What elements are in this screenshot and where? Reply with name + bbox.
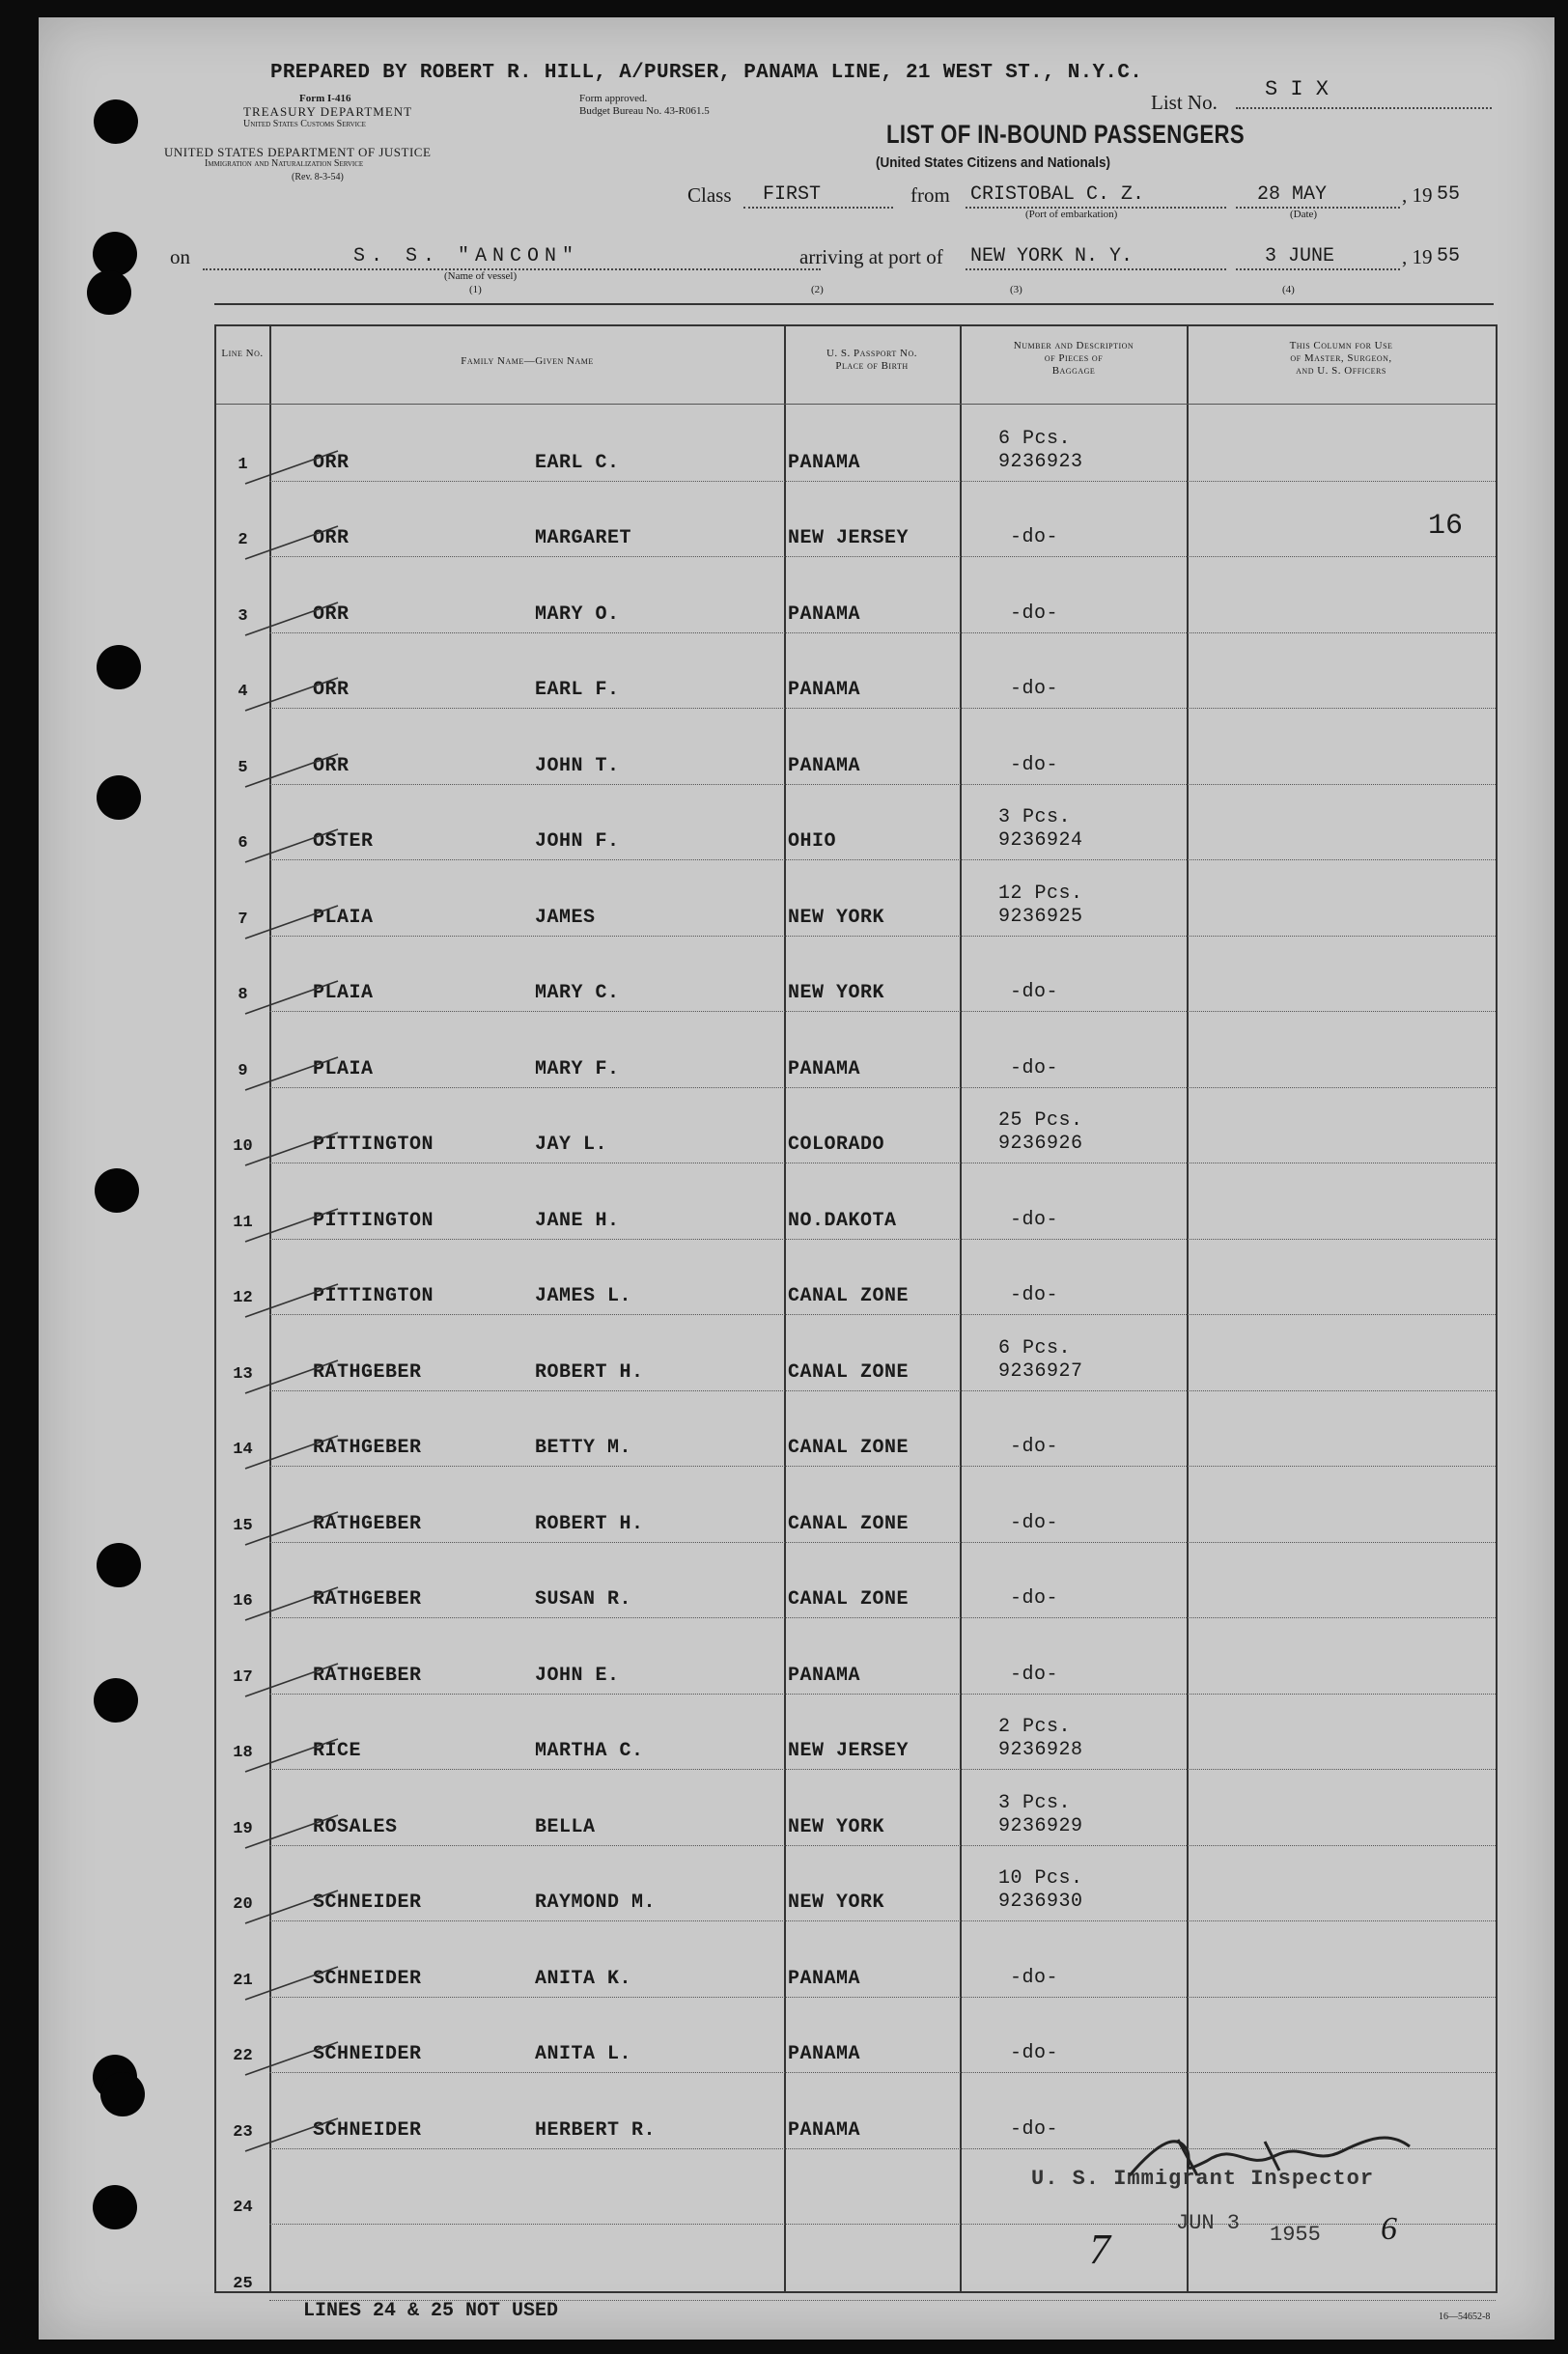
- class-label: Class: [687, 183, 732, 207]
- row-baggage-tag: -do-: [1010, 1436, 1059, 1458]
- binder-hole: [97, 1543, 141, 1587]
- row-family-name: RICE: [313, 1740, 362, 1762]
- table-row: [216, 1467, 1496, 1543]
- form-revision: (Rev. 8-3-54): [292, 172, 344, 182]
- arriving-label: arriving at port of: [799, 245, 943, 268]
- check-mark-icon: [243, 826, 340, 864]
- row-family-name: RATHGEBER: [313, 1437, 422, 1459]
- row-place-of-birth: PANAMA: [788, 2043, 861, 2065]
- inspector-signature: [1120, 2122, 1429, 2190]
- col-header-officers: [1189, 340, 1494, 378]
- binder-hole: [94, 99, 138, 144]
- row-given-name: MARY F.: [535, 1057, 620, 1080]
- row-line-no: 5: [238, 758, 248, 777]
- class-underline: [743, 207, 893, 209]
- row-family-name: OSTER: [313, 830, 374, 853]
- from-label: from: [910, 183, 950, 207]
- row-family-name: SCHNEIDER: [313, 2118, 422, 2142]
- row-line-no: 15: [233, 1516, 253, 1535]
- vessel-caption-num: (1): [469, 284, 482, 295]
- col-header-passport-line2: Place of Birth: [835, 360, 909, 372]
- row-baggage: [1010, 1284, 1058, 1307]
- date-caption: (Date): [1290, 209, 1318, 220]
- binder-hole: [93, 2185, 137, 2229]
- table-row: [216, 1921, 1496, 1998]
- row-given-name: JAMES: [535, 906, 596, 929]
- table-row: [216, 1846, 1496, 1922]
- row-baggage: [1010, 603, 1058, 626]
- row-family-name: PLAIA: [313, 1057, 374, 1080]
- row-given-name: JOHN E.: [535, 1664, 620, 1687]
- row-line-no: 21: [233, 1971, 253, 1990]
- row-given-name: MARTHA C.: [535, 1740, 644, 1762]
- row-baggage: [1010, 1587, 1058, 1611]
- row-family-name: SCHNEIDER: [313, 1967, 422, 1990]
- row-baggage-tag: -do-: [1010, 602, 1059, 625]
- row-family-name: SCHNEIDER: [313, 1892, 422, 1914]
- row-baggage: [1010, 1967, 1058, 1990]
- row-baggage-tag: -do-: [1010, 1663, 1059, 1686]
- row-baggage-tag: 9236929: [998, 1814, 1083, 1837]
- table-row: [216, 860, 1496, 937]
- binder-hole: [100, 2072, 145, 2116]
- row-place-of-birth: PANAMA: [788, 1967, 861, 1990]
- header-bottom-rule: [214, 303, 1494, 305]
- row-line-no: 9: [238, 1061, 248, 1080]
- row-baggage-tag: -do-: [1010, 981, 1059, 1003]
- row-place-of-birth: NEW JERSEY: [788, 527, 910, 549]
- arrival-port-underline: [966, 268, 1226, 270]
- row-line-no: 13: [233, 1364, 253, 1384]
- row-given-name: JAY L.: [535, 1134, 608, 1156]
- row-baggage: [998, 1337, 1083, 1384]
- row-family-name: ORR: [313, 527, 350, 549]
- check-mark-icon: [243, 1887, 340, 1925]
- row-baggage-tag: 9236927: [998, 1359, 1083, 1383]
- table-row: [216, 1012, 1496, 1088]
- document-subtitle: (United States Citizens and Nationals): [876, 154, 1111, 171]
- manifest-page: [39, 17, 1554, 2340]
- from-value: CRISTOBAL C. Z.: [970, 183, 1145, 206]
- row-given-name: RAYMOND M.: [535, 1892, 657, 1914]
- arriving-caption-num: (2): [811, 284, 824, 295]
- row-baggage: [998, 428, 1083, 474]
- row-baggage-tag: -do-: [1010, 526, 1059, 548]
- row-place-of-birth: PANAMA: [788, 1664, 861, 1687]
- check-mark-icon: [243, 1735, 340, 1774]
- binder-hole: [94, 1678, 138, 1723]
- check-mark-icon: [243, 599, 340, 637]
- check-mark-icon: [243, 2115, 340, 2153]
- row-line-no: 12: [233, 1289, 253, 1307]
- row-place-of-birth: PANAMA: [788, 2118, 861, 2142]
- date-underline: [1236, 207, 1400, 209]
- passenger-table: [214, 324, 1498, 2293]
- row-place-of-birth: PANAMA: [788, 679, 861, 701]
- row-family-name: SCHNEIDER: [313, 2043, 422, 2065]
- row-place-of-birth: CANAL ZONE: [788, 1588, 910, 1611]
- row-place-of-birth: OHIO: [788, 830, 837, 853]
- check-mark-icon: [243, 1129, 340, 1167]
- row-family-name: PITTINGTON: [313, 1209, 434, 1232]
- col-header-name: Family Name—Given Name: [461, 355, 594, 367]
- table-row: [216, 1695, 1496, 1771]
- row-baggage-tag: 9236926: [998, 1133, 1083, 1155]
- table-row: [216, 1088, 1496, 1164]
- row-place-of-birth: COLORADO: [788, 1134, 885, 1156]
- row-place-of-birth: NEW YORK: [788, 982, 885, 1004]
- document-title: LIST OF IN-BOUND PASSENGERS: [886, 120, 1246, 149]
- row-family-name: PITTINGTON: [313, 1134, 434, 1156]
- row-baggage: [1010, 754, 1058, 777]
- row-place-of-birth: CANAL ZONE: [788, 1437, 910, 1459]
- row-given-name: EARL C.: [535, 451, 620, 474]
- col-header-baggage: [962, 340, 1186, 378]
- table-row: [216, 1391, 1496, 1468]
- table-row: [216, 1770, 1496, 1846]
- check-mark-icon: [243, 1205, 340, 1244]
- check-mark-icon: [243, 522, 340, 561]
- table-row: [216, 557, 1496, 633]
- row-family-name: RATHGEBER: [313, 1512, 422, 1535]
- table-row: [216, 1998, 1496, 2074]
- table-row: [216, 482, 1496, 558]
- row-baggage: [998, 1109, 1083, 1156]
- row-line-no: 3: [238, 606, 248, 626]
- row-line-no: 23: [233, 2122, 253, 2142]
- row-place-of-birth: PANAMA: [788, 603, 861, 626]
- col-header-passport: [786, 348, 958, 373]
- binder-hole: [97, 775, 141, 820]
- vessel-caption: (Name of vessel): [444, 270, 518, 282]
- row-line-no: 1: [238, 455, 248, 474]
- row-baggage-tag: -do-: [1010, 2042, 1059, 2064]
- row-line-no: 17: [233, 1667, 253, 1687]
- dept-justice: UNITED STATES DEPARTMENT OF JUSTICE: [164, 145, 432, 159]
- row-line-no: 22: [233, 2047, 253, 2065]
- check-mark-icon: [243, 750, 340, 789]
- stamp-date: JUN 3: [1176, 2211, 1241, 2235]
- row-line-no: 14: [233, 1441, 253, 1459]
- stamp-mark: 7: [1089, 2226, 1110, 2273]
- col-header-officers-line3: and U. S. Officers: [1296, 365, 1386, 377]
- check-mark-icon: [243, 674, 340, 713]
- row-baggage-pieces: 2 Pcs.: [998, 1716, 1072, 1738]
- row-baggage-tag: -do-: [1010, 1587, 1059, 1610]
- arrival-port: NEW YORK N. Y.: [970, 245, 1134, 267]
- row-baggage-pieces: 12 Pcs.: [998, 882, 1083, 905]
- table-row: [216, 1543, 1496, 1619]
- row-family-name: PITTINGTON: [313, 1285, 434, 1307]
- col-header-baggage-line2: of Pieces of: [1044, 352, 1104, 364]
- row-baggage: [1010, 678, 1058, 701]
- list-no-underline: [1236, 107, 1492, 109]
- row-baggage-tag: -do-: [1010, 1056, 1059, 1079]
- row-baggage: [998, 1792, 1083, 1838]
- row-baggage: [1010, 2042, 1058, 2065]
- row-place-of-birth: CANAL ZONE: [788, 1512, 910, 1535]
- row-place-of-birth: CANAL ZONE: [788, 1360, 910, 1384]
- header-rule: [216, 404, 1496, 405]
- row-baggage-tag: -do-: [1010, 2117, 1059, 2141]
- on-label: on: [170, 245, 190, 268]
- row-baggage: [1010, 1664, 1058, 1687]
- row-baggage: [1010, 1209, 1058, 1232]
- table-row: [216, 1315, 1496, 1391]
- row-line-no: 10: [233, 1137, 253, 1156]
- row-family-name: ORR: [313, 603, 350, 626]
- row-baggage: [1010, 1436, 1058, 1459]
- table-row: [216, 1618, 1496, 1695]
- row-place-of-birth: PANAMA: [788, 1057, 861, 1080]
- row-place-of-birth: PANAMA: [788, 754, 861, 777]
- form-number: Form I-416: [299, 93, 351, 104]
- check-mark-icon: [243, 2038, 340, 2077]
- year-prefix: , 19: [1402, 183, 1433, 207]
- row-family-name: ORR: [313, 451, 350, 474]
- row-family-name: RATHGEBER: [313, 1664, 422, 1687]
- row-place-of-birth: NEW JERSEY: [788, 1740, 910, 1762]
- arrival-year-prefix: , 19: [1402, 245, 1433, 268]
- list-no-value: S I X: [1265, 77, 1330, 101]
- row-line-no: 4: [238, 683, 248, 701]
- row-line-no: 25: [233, 2274, 253, 2293]
- check-mark-icon: [243, 447, 340, 486]
- table-row: [216, 406, 1496, 482]
- row-given-name: EARL F.: [535, 679, 620, 701]
- row-given-name: ROBERT H.: [535, 1512, 644, 1535]
- row-baggage-tag: -do-: [1010, 678, 1059, 700]
- row-given-name: BELLA: [535, 1815, 596, 1838]
- row-baggage-pieces: 25 Pcs.: [998, 1109, 1083, 1132]
- check-mark-icon: [243, 977, 340, 1016]
- row-place-of-birth: PANAMA: [788, 451, 861, 474]
- inspector-stamp: U. S. Immigrant Inspector: [1031, 2167, 1375, 2191]
- row-baggage-pieces: 3 Pcs.: [998, 1791, 1072, 1814]
- col-header-line-no: Line No.: [221, 348, 264, 359]
- row-baggage: [1010, 2118, 1058, 2142]
- table-row: [216, 937, 1496, 1013]
- row-given-name: ANITA K.: [535, 1967, 632, 1990]
- row-baggage: [998, 883, 1083, 929]
- row-line-no: 2: [238, 531, 248, 549]
- binder-hole: [87, 270, 131, 315]
- row-given-name: BETTY M.: [535, 1437, 632, 1459]
- col-header-baggage-line3: Baggage: [1051, 365, 1096, 377]
- check-mark-icon: [243, 1583, 340, 1622]
- row-given-name: MARY C.: [535, 982, 620, 1004]
- arrival-date: 3 JUNE: [1265, 245, 1335, 267]
- officer-count: 16: [1428, 510, 1464, 543]
- row-line-no: 8: [238, 986, 248, 1004]
- row-baggage: [1010, 526, 1058, 549]
- ins-service: Immigration and Naturalization Service: [205, 158, 364, 169]
- row-baggage: [998, 806, 1083, 853]
- check-mark-icon: [243, 1660, 340, 1698]
- departure-date: 28 MAY: [1257, 183, 1328, 206]
- check-mark-icon: [243, 1432, 340, 1471]
- check-mark-icon: [243, 1280, 340, 1319]
- check-mark-icon: [243, 1053, 340, 1092]
- row-baggage-tag: -do-: [1010, 1966, 1059, 1989]
- col-header-baggage-line1: Number and Description: [1013, 340, 1134, 351]
- row-line-no: 16: [233, 1592, 253, 1611]
- row-given-name: ANITA L.: [535, 2043, 632, 2065]
- col-header-officers-line2: of Master, Surgeon,: [1290, 352, 1392, 364]
- arrival-port-caption-num: (3): [1010, 284, 1022, 295]
- row-baggage: [1010, 981, 1058, 1004]
- row-baggage: [1010, 1057, 1058, 1080]
- binder-hole: [95, 1168, 139, 1213]
- table-row: [216, 1163, 1496, 1240]
- row-place-of-birth: NEW YORK: [788, 1892, 885, 1914]
- row-given-name: JANE H.: [535, 1209, 620, 1232]
- customs-service: United States Customs Service: [243, 119, 366, 129]
- class-value: FIRST: [763, 183, 822, 206]
- form-code: 16—54652-8: [1439, 2312, 1491, 2322]
- row-baggage-tag: -do-: [1010, 1511, 1059, 1534]
- row-baggage-tag: -do-: [1010, 1284, 1059, 1306]
- departure-year: 55: [1437, 183, 1461, 206]
- row-baggage-tag: 9236925: [998, 905, 1083, 928]
- table-row: [216, 785, 1496, 861]
- row-given-name: JAMES L.: [535, 1285, 632, 1307]
- row-family-name: RATHGEBER: [313, 1360, 422, 1384]
- stamp-year: 1955: [1270, 2223, 1321, 2247]
- row-baggage-pieces: 6 Pcs.: [998, 427, 1072, 450]
- row-given-name: MARY O.: [535, 603, 620, 626]
- prepared-by-line: PREPARED BY ROBERT R. HILL, A/PURSER, PANAMA LINE, 21 WEST ST., N.Y.C.: [270, 62, 1143, 84]
- check-mark-icon: [243, 1811, 340, 1850]
- dept-treasury: TREASURY DEPARTMENT: [243, 104, 413, 119]
- budget-bureau: Budget Bureau No. 43-R061.5: [579, 105, 710, 117]
- arrival-year: 55: [1437, 245, 1461, 267]
- row-given-name: MARGARET: [535, 527, 632, 549]
- row-line-no: 20: [233, 1895, 253, 1914]
- arrival-date-caption-num: (4): [1282, 284, 1295, 295]
- row-baggage-tag: -do-: [1010, 753, 1059, 776]
- row-place-of-birth: NEW YORK: [788, 1815, 885, 1838]
- row-baggage-pieces: 10 Pcs.: [998, 1867, 1083, 1890]
- row-family-name: RATHGEBER: [313, 1588, 422, 1611]
- row-line-no: 19: [233, 1819, 253, 1838]
- table-row: [216, 1240, 1496, 1316]
- row-baggage-pieces: 6 Pcs.: [998, 1336, 1072, 1359]
- table-row: [216, 633, 1496, 710]
- row-line-no: 7: [238, 910, 248, 929]
- check-mark-icon: [243, 1963, 340, 2002]
- row-baggage-tag: 9236928: [998, 1739, 1083, 1761]
- row-baggage-pieces: 3 Pcs.: [998, 806, 1072, 828]
- row-given-name: ROBERT H.: [535, 1360, 644, 1384]
- col-header-passport-line1: U. S. Passport No.: [826, 348, 918, 359]
- port-embark-caption: (Port of embarkation): [1025, 209, 1118, 220]
- row-baggage-tag: 9236930: [998, 1891, 1083, 1913]
- row-baggage: [998, 1716, 1083, 1762]
- row-baggage: [1010, 1512, 1058, 1535]
- row-given-name: JOHN F.: [535, 830, 620, 853]
- row-family-name: ROSALES: [313, 1815, 398, 1838]
- arrival-date-underline: [1236, 268, 1400, 270]
- footer-note: LINES 24 & 25 NOT USED: [303, 2300, 559, 2322]
- row-place-of-birth: CANAL ZONE: [788, 1285, 910, 1307]
- row-baggage-tag: 9236924: [998, 829, 1083, 852]
- row-family-name: ORR: [313, 679, 350, 701]
- binder-hole: [93, 232, 137, 276]
- binder-hole: [97, 645, 141, 689]
- col-header-officers-line1: This Column for Use: [1289, 340, 1393, 351]
- stamp-six: 6: [1381, 2211, 1397, 2247]
- row-family-name: PLAIA: [313, 982, 374, 1004]
- row-baggage: [998, 1867, 1083, 1914]
- form-approved: Form approved.: [579, 93, 648, 104]
- row-line-no: 18: [233, 1744, 253, 1762]
- row-given-name: SUSAN R.: [535, 1588, 632, 1611]
- row-baggage-tag: 9236923: [998, 450, 1083, 473]
- check-mark-icon: [243, 1357, 340, 1395]
- vessel-name: S. S. "ANCON": [353, 245, 580, 267]
- row-given-name: HERBERT R.: [535, 2118, 657, 2142]
- row-given-name: JOHN T.: [535, 754, 620, 777]
- row-place-of-birth: NEW YORK: [788, 906, 885, 929]
- row-place-of-birth: NO.DAKOTA: [788, 1209, 897, 1232]
- row-baggage-tag: -do-: [1010, 1208, 1059, 1231]
- row-line-no: 6: [238, 834, 248, 853]
- check-mark-icon: [243, 1508, 340, 1547]
- row-line-no: 24: [233, 2199, 253, 2217]
- row-family-name: ORR: [313, 754, 350, 777]
- row-family-name: PLAIA: [313, 906, 374, 929]
- check-mark-icon: [243, 902, 340, 940]
- table-row: [216, 709, 1496, 785]
- list-no-label: List No.: [1151, 91, 1218, 114]
- row-line-no: 11: [233, 1213, 253, 1232]
